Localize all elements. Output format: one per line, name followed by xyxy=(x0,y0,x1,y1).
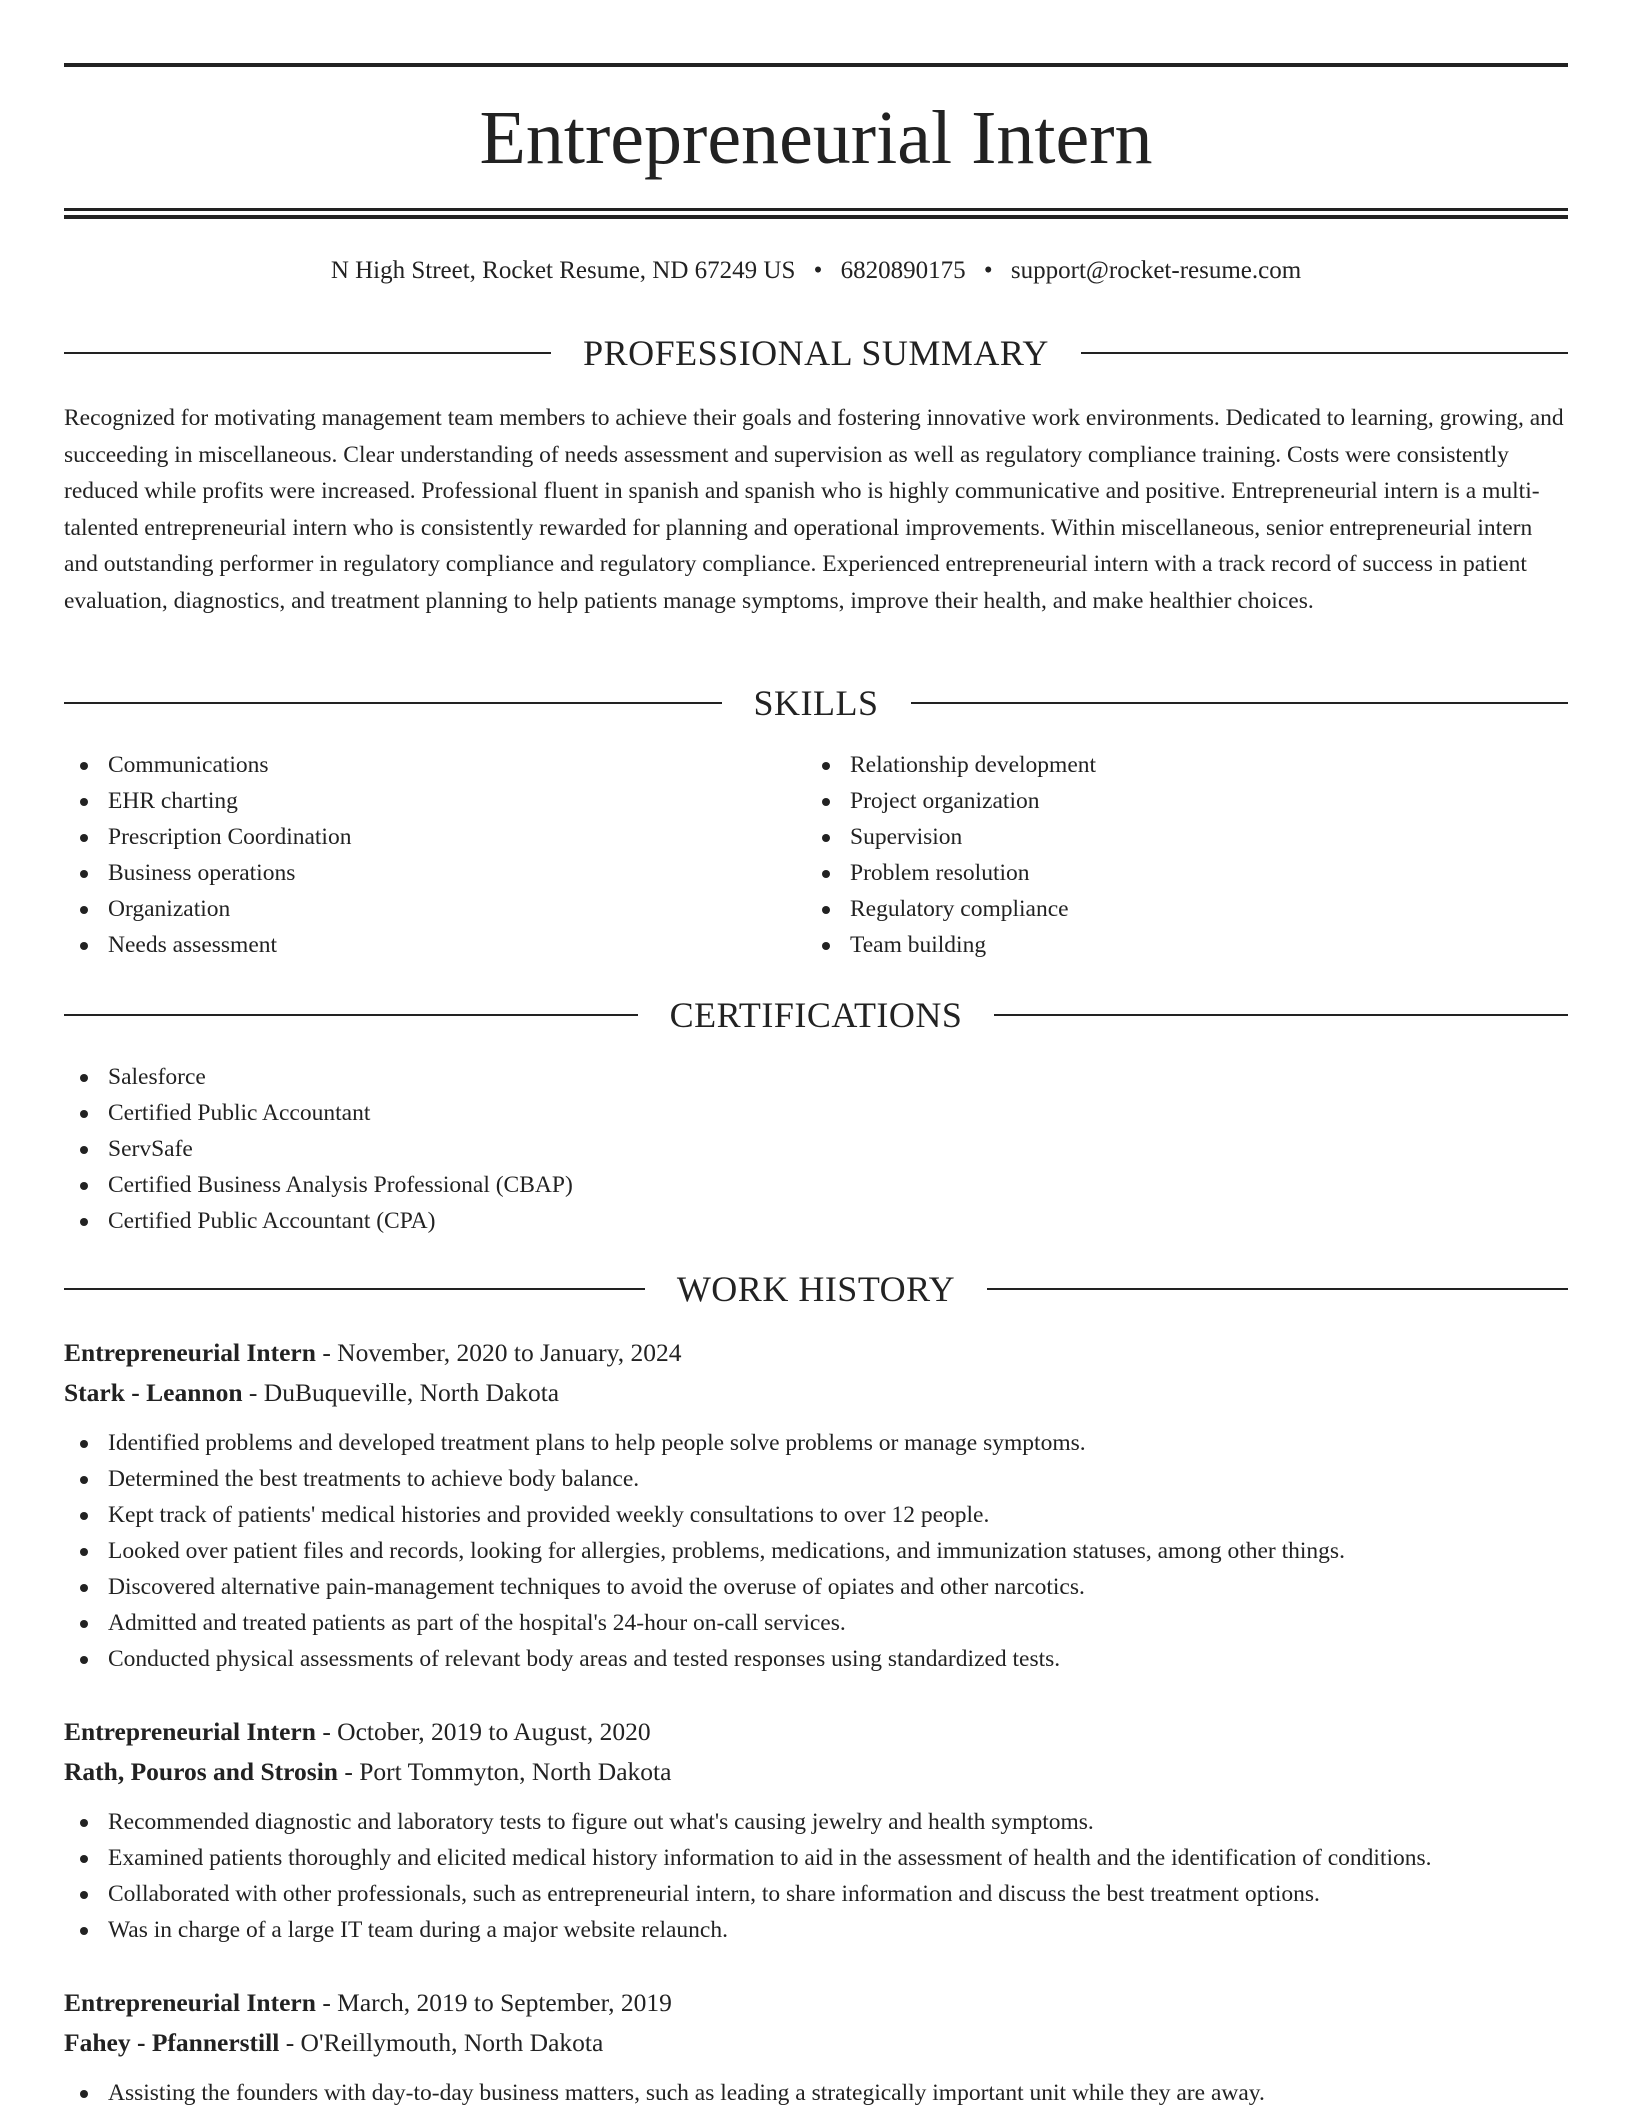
certification-item: Certified Public Accountant xyxy=(64,1095,573,1131)
job-bullet: Identified problems and developed treatment plans to help people solve problems or manage symptoms. xyxy=(64,1425,1568,1461)
job-company-line xyxy=(64,1373,1568,1413)
job-entry xyxy=(64,1712,1568,1948)
phone: 6820890175 xyxy=(840,257,966,284)
skill-item: Needs assessment xyxy=(64,927,351,963)
job-role: Entrepreneurial Intern xyxy=(64,1717,316,1746)
job-location: - O'Reillymouth, North Dakota xyxy=(279,2028,604,2057)
skills-heading xyxy=(64,681,1568,725)
section-title: SKILLS xyxy=(753,683,879,723)
summary-text: Recognized for motivating management team members to achieve their goals and fostering innovative work environments. Dedicated to learning, growing, and succeeding in miscellaneous. Clear understanding of needs assessment and supervision as well as regulatory compliance training. Costs were consistently reduced while profits were increased. Professional fluent in spanish and spanish who is highly communicative and positive. Entrepreneurial intern is a multi-talented entrepreneurial intern who is consistently rewarded for planning and operational improvements. Within miscellaneous, senior entrepreneurial intern and outstanding performer in regulatory compliance and regulatory compliance. Experienced entrepreneurial intern with a track record of success in patient evaluation, diagnostics, and treatment planning to help patients manage symptoms, improve their health, and make healthier choices. xyxy=(64,405,1564,614)
job-title-line xyxy=(64,1712,1568,1752)
skill-item: Project organization xyxy=(806,783,1096,819)
contact-separator: • xyxy=(983,257,993,284)
job-dates: - October, 2019 to August, 2020 xyxy=(315,1717,651,1746)
section-title: PROFESSIONAL SUMMARY xyxy=(583,333,1049,373)
address: N High Street, Rocket Resume, ND 67249 US xyxy=(330,257,796,284)
skill-item: Communications xyxy=(64,747,351,783)
job-entry xyxy=(64,1333,1568,1677)
certification-item: Certified Business Analysis Professional (CBAP) xyxy=(64,1167,573,1203)
job-bullet: Admitted and treated patients as part of the hospital's 24-hour on-call services. xyxy=(64,1605,1568,1641)
contact-separator: • xyxy=(813,257,823,284)
job-bullet: Looked over patient files and records, looking for allergies, problems, medications, and immunization statuses, among other things. xyxy=(64,1533,1568,1569)
skills-column-right xyxy=(806,747,1096,963)
job-bullet: Determined the best treatments to achieve body balance. xyxy=(64,1461,1568,1497)
job-company: Stark - Leannon xyxy=(64,1378,243,1407)
skill-item: Business operations xyxy=(64,855,351,891)
skill-item: Relationship development xyxy=(806,747,1096,783)
skill-item: Problem resolution xyxy=(806,855,1096,891)
skill-item: Team building xyxy=(806,927,1096,963)
certifications-heading xyxy=(64,993,1568,1037)
job-company-line xyxy=(64,2023,1568,2063)
job-company: Rath, Pouros and Strosin xyxy=(64,1757,338,1786)
skill-item: Organization xyxy=(64,891,351,927)
top-rule xyxy=(64,63,1568,67)
skill-item: Supervision xyxy=(806,819,1096,855)
job-bullet: Recommended diagnostic and laboratory tests to figure out what's causing jewelry and health symptoms. xyxy=(64,1804,1568,1840)
heading-rule-left xyxy=(64,352,551,354)
job-bullet: Kept track of patients' medical histories and provided weekly consultations to over 12 people. xyxy=(64,1497,1568,1533)
summary-heading xyxy=(64,331,1568,375)
job-bullet: Assisting the founders with day-to-day business matters, such as leading a strategically important unit while they are away. xyxy=(64,2075,1568,2111)
certification-item: ServSafe xyxy=(64,1131,573,1167)
job-bullet: Was in charge of a large IT team during a major website relaunch. xyxy=(64,1912,1568,1948)
job-entry xyxy=(64,1983,1568,2111)
job-role: Entrepreneurial Intern xyxy=(64,1988,316,2017)
skill-item: Regulatory compliance xyxy=(806,891,1096,927)
certification-item: Certified Public Accountant (CPA) xyxy=(64,1203,573,1239)
heading-rule-left xyxy=(64,1288,645,1290)
job-bullet: Examined patients thoroughly and elicited medical history information to aid in the assessment of health and the identification of conditions. xyxy=(64,1840,1568,1876)
header-double-rule-lower xyxy=(64,215,1568,219)
job-bullet: Collaborated with other professionals, such as entrepreneurial intern, to share information and discuss the best treatment options. xyxy=(64,1876,1568,1912)
heading-rule-left xyxy=(64,1014,638,1016)
heading-rule-right xyxy=(1081,352,1568,354)
job-title-line xyxy=(64,1333,1568,1373)
job-bullet: Discovered alternative pain-management techniques to avoid the overuse of opiates and other narcotics. xyxy=(64,1569,1568,1605)
heading-rule-right xyxy=(911,702,1569,704)
job-location: - DuBuqueville, North Dakota xyxy=(242,1378,560,1407)
candidate-name: Entrepreneurial Intern xyxy=(479,96,1153,180)
heading-rule-right xyxy=(987,1288,1568,1290)
job-dates: - March, 2019 to September, 2019 xyxy=(315,1988,672,2017)
email: support@rocket-resume.com xyxy=(1010,257,1302,284)
job-location: - Port Tommyton, North Dakota xyxy=(337,1757,672,1786)
job-company: Fahey - Pfannerstill xyxy=(64,2028,280,2057)
certifications-list xyxy=(64,1059,573,1239)
skill-item: Prescription Coordination xyxy=(64,819,351,855)
heading-rule-right xyxy=(994,1014,1568,1016)
heading-rule-left xyxy=(64,702,722,704)
job-title-line xyxy=(64,1983,1568,2023)
job-company-line xyxy=(64,1752,1568,1792)
contact-line xyxy=(64,254,1568,288)
job-bullet: Conducted physical assessments of relevant body areas and tested responses using standardized tests. xyxy=(64,1641,1568,1677)
header-double-rule-upper xyxy=(64,208,1568,211)
section-title: CERTIFICATIONS xyxy=(669,995,963,1035)
job-dates: - November, 2020 to January, 2024 xyxy=(315,1338,682,1367)
skill-item: EHR charting xyxy=(64,783,351,819)
section-title: WORK HISTORY xyxy=(676,1269,956,1309)
certification-item: Salesforce xyxy=(64,1059,573,1095)
skills-column-left xyxy=(64,747,351,963)
work-history-heading xyxy=(64,1267,1568,1311)
job-role: Entrepreneurial Intern xyxy=(64,1338,316,1367)
